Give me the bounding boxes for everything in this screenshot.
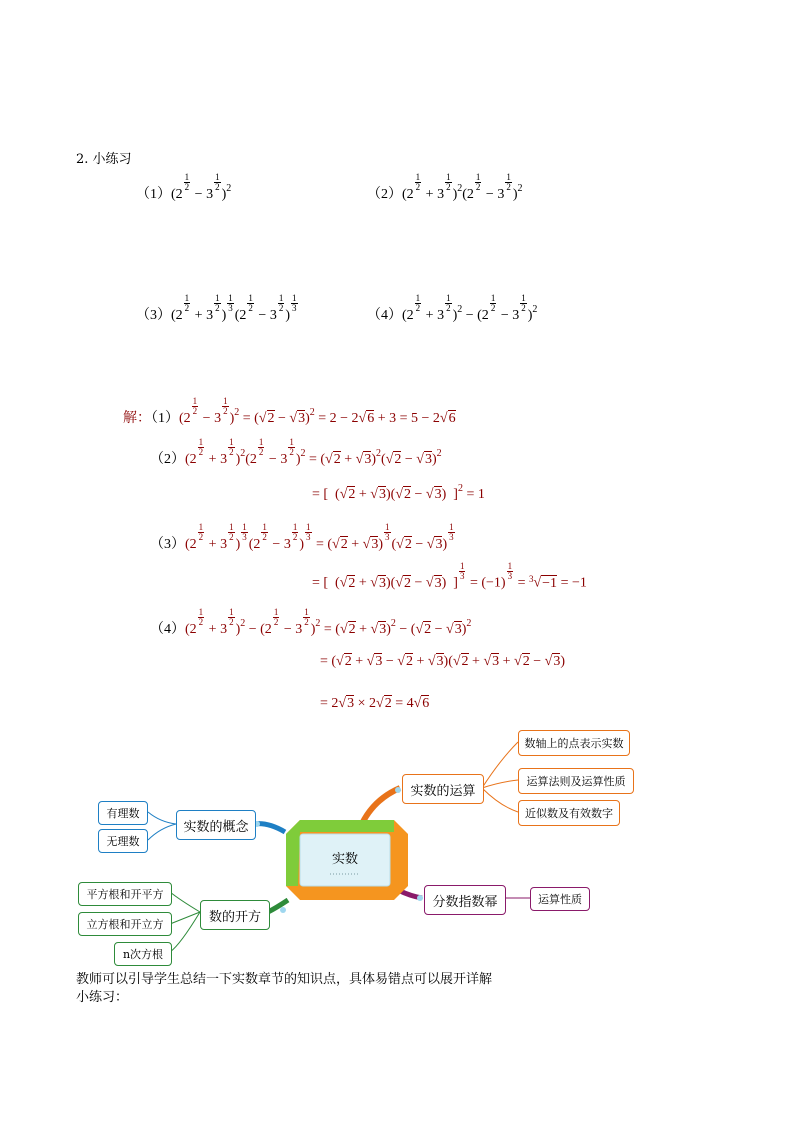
solution-3-line1: （3）(2 $\frac{1}{2}$ + 3 $\frac{1}{2}$ ) $\frac{1}{3}$ (2 $\frac{1}{2}$ − 3 $\frac{1}{2}$ ) $\frac{1}{3}$ = (√2 + √3) $\frac{1}{3}$ (√2 − √3) $\frac{1}{3}$ — [150, 522, 454, 552]
exercise-3: （3）(2 $\frac{1}{2}$ + 3 $\frac{1}{2}$ ) $\frac{1}{3}$ (2 $\frac{1}{2}$ − 3 $\frac{1}{2}$ ) $\frac{1}{3}$ — [136, 293, 297, 323]
roots-dot — [280, 907, 286, 913]
fraction-dot — [417, 895, 423, 901]
solution-4-line2: = (√2 + √3 − √2 + √3)(√2 + √3 + √2 − √3) — [320, 654, 565, 669]
exercise-2: （2）(2 $\frac{1}{2}$ + 3 $\frac{1}{2}$ )$^2$(2 $\frac{1}{2}$ − 3 $\frac{1}{2}$ )$^2$ — [367, 172, 523, 202]
mindmap-op-item1: 数轴上的点表示实数 — [518, 730, 630, 756]
footer-line-1: 教师可以引导学生总结一下实数章节的知识点，具体易错点可以展开详解 — [76, 972, 493, 987]
solution-3-line2: = [ (√2 + √3)(√2 − √3) ] $\frac{1}{3}$ = (−1) $\frac{1}{3}$ = $^3$√−1 = −1 — [312, 561, 587, 591]
mindmap-op-item2: 运算法则及运算性质 — [518, 768, 634, 794]
exercise-4: （4）(2 $\frac{1}{2}$ + 3 $\frac{1}{2}$ )$^2$ − (2 $\frac{1}{2}$ − 3 $\frac{1}{2}$ )$^2$ — [367, 293, 538, 323]
solution-3-label: （3） — [150, 537, 185, 552]
exercise-4-label: （4） — [367, 308, 402, 323]
solution-2-line1: （2）(2 $\frac{1}{2}$ + 3 $\frac{1}{2}$ )$^2$(2 $\frac{1}{2}$ − 3 $\frac{1}{2}$ )$^2 = (√2 + √3)^2(√2 - √3)^2$ — [150, 437, 442, 467]
solution-4-label: （4） — [150, 622, 185, 637]
solution-2-label: （2） — [150, 452, 185, 467]
mindmap-root-item3: n次方根 — [114, 942, 172, 966]
mindmap-fraction-power: 分数指数幂 — [424, 885, 506, 915]
footer-line-2: 小练习： — [76, 990, 129, 1005]
mindmap-concept: 实数的概念 — [176, 810, 256, 840]
section-heading: 2. 小练习 — [76, 152, 132, 167]
solution-prefix: 解： — [123, 411, 151, 426]
exercise-3-label: （3） — [136, 308, 171, 323]
mindmap-operation: 实数的运算 — [402, 774, 484, 804]
solution-2-line2: = [ (√2 + √3)(√2 − √3) ]$^2$ = 1 — [312, 483, 485, 502]
mindmap-op-item3: 近似数及有效数字 — [518, 800, 620, 826]
solution-1: 解：（1）(2 $\frac{1}{2}$ − 3 $\frac{1}{2}$ )$^2 = (√2 - √3)^2 = 2 - 2√6 + 3 = 5 - 2√6$ — [123, 396, 456, 426]
operation-dot — [395, 787, 401, 793]
mindmap-root-item1: 平方根和开平方 — [78, 882, 172, 906]
exercise-1-label: （1） — [136, 187, 171, 202]
exercise-2-label: （2） — [367, 187, 402, 202]
solution-1-label: （1） — [151, 411, 179, 426]
mindmap-root-item2: 立方根和开立方 — [78, 912, 172, 936]
exercise-1: （1）(2 $\frac{1}{2}$ − 3 $\frac{1}{2}$ )$^2$ — [136, 172, 232, 202]
mindmap-rational: 有理数 — [98, 801, 148, 825]
mindmap-irrational: 无理数 — [98, 829, 148, 853]
mindmap-center-label: 实数 — [331, 852, 358, 867]
solution-4-line3: = 2√3 × 2√2 = 4√6 — [320, 696, 430, 711]
mindmap-fp-item1: 运算性质 — [530, 887, 590, 911]
solution-4-line1: （4）(2 $\frac{1}{2}$ + 3 $\frac{1}{2}$ )$^2$ − (2 $\frac{1}{2}$ − 3 $\frac{1}{2}$ )$^2 = (√2 + √3)^2 - (√2 - √3)^2$ — [150, 607, 472, 637]
mindmap-roots: 数的开方 — [200, 900, 270, 930]
